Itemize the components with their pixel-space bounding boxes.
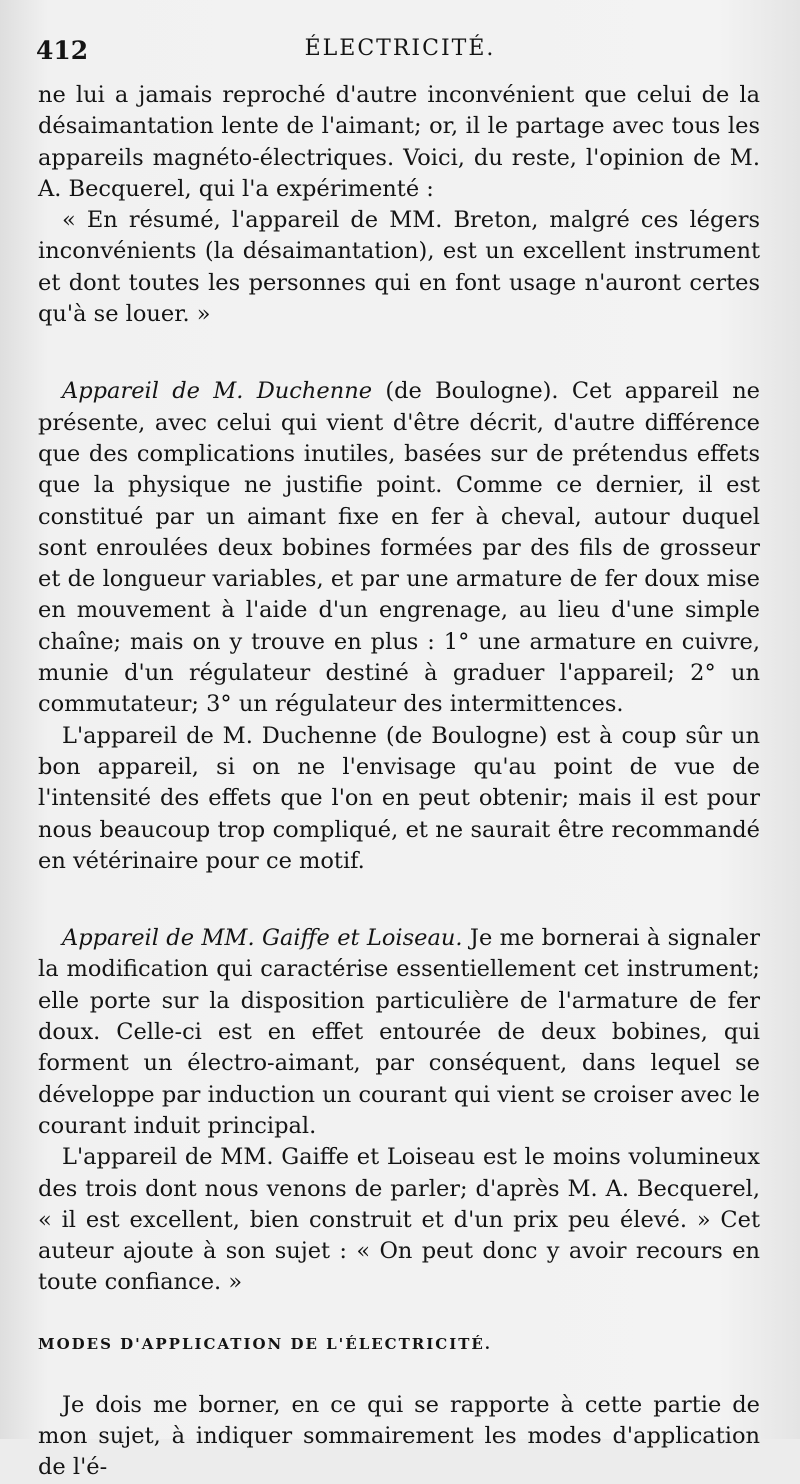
paragraph-duchenne [38, 376, 760, 720]
paragraph-duchenne-assessment: L'appareil de M. Duchenne (de Boulogne) est à coup sûr un bon appareil, si on ne l'envisage qu'au point de vue de l'intensité des effets que l'on en peut obtenir; mais il est pour nous beaucoup trop compliqué, et ne saurait être recommandé en vétérinaire pour ce motif. [38, 722, 760, 874]
body-text [38, 80, 760, 1484]
paragraph-application-modes: Je dois me borner, en ce qui se rapporte à cette partie de mon sujet, à indiquer sommairement les modes d'application de l'é- [38, 1391, 760, 1481]
duchenne-heading: Appareil de M. Duchenne [62, 378, 373, 405]
paragraph-2-quote: « En résumé, l'appareil de MM. Breton, malgré ces légers inconvénients (la désaimantation), est un excellent instrument et dont toutes les personnes qui en font usage n'auront certes qu'à se louer. » [38, 207, 760, 328]
page-header [36, 28, 764, 68]
duchenne-text: (de Boulogne). Cet appareil ne présente, avec celui qui vient d'être décrit, d'autre différence que des complications inutiles, basées sur de prétendus effets que la physique ne justifie point. Comme ce dernier, il est constitué par un aimant fixe en fer à cheval, autour duquel sont enroulées deux bobines formées par des fils de grosseur et de longueur variables, et par une armature de fer doux mise en mouvement à l'aide d'un engrenage, au lieu d'une simple chaîne; mais on y trouve en plus : 1° une armature en cuivre, munie d'un régulateur destiné à graduer l'appareil; 2° un commutateur; 3° un régulateur des intermittences. [38, 378, 760, 718]
section-gap [38, 1299, 760, 1329]
paragraph-gaiffe-loiseau-assessment: L'appareil de MM. Gaiffe et Loiseau est le moins volumineux des trois dont nous venons de parler; d'après M. A. Becquerel, « il est excellent, bien construit et d'un prix peu élevé. » Cet auteur ajoute à son sujet : « On peut donc y avoir recours en toute confiance. » [38, 1144, 760, 1296]
gaiffe-loiseau-text: Je me bornerai à signaler la modification qui caractérise essentiellement cet instrument; elle porte sur la disposition particulière de l'armature de fer doux. Celle-ci est en effet entourée de deux bobines, qui forment un électro-aimant, par conséquent, dans lequel se développe par induction un courant qui vient se croiser avec le courant induit principal. [38, 925, 760, 1139]
section-heading: MODES D'APPLICATION DE L'ÉLECTRICITÉ. [38, 1334, 493, 1353]
section-gap [38, 1360, 760, 1390]
section-gap [38, 877, 760, 923]
page-number: 412 [36, 36, 89, 65]
running-title: ÉLECTRICITÉ. [304, 36, 496, 61]
section-gap [38, 330, 760, 376]
paragraph-gaiffe-loiseau [38, 923, 760, 1142]
paragraph-1: ne lui a jamais reproché d'autre inconvénient que celui de la désaimantation lente de l'aimant; or, il le partage avec tous les appareils magnéto-électriques. Voici, du reste, l'opinion de M. A. Becquerel, qui l'a expérimenté : [38, 82, 760, 202]
gaiffe-loiseau-heading: Appareil de MM. Gaiffe et Loiseau. [62, 925, 463, 952]
